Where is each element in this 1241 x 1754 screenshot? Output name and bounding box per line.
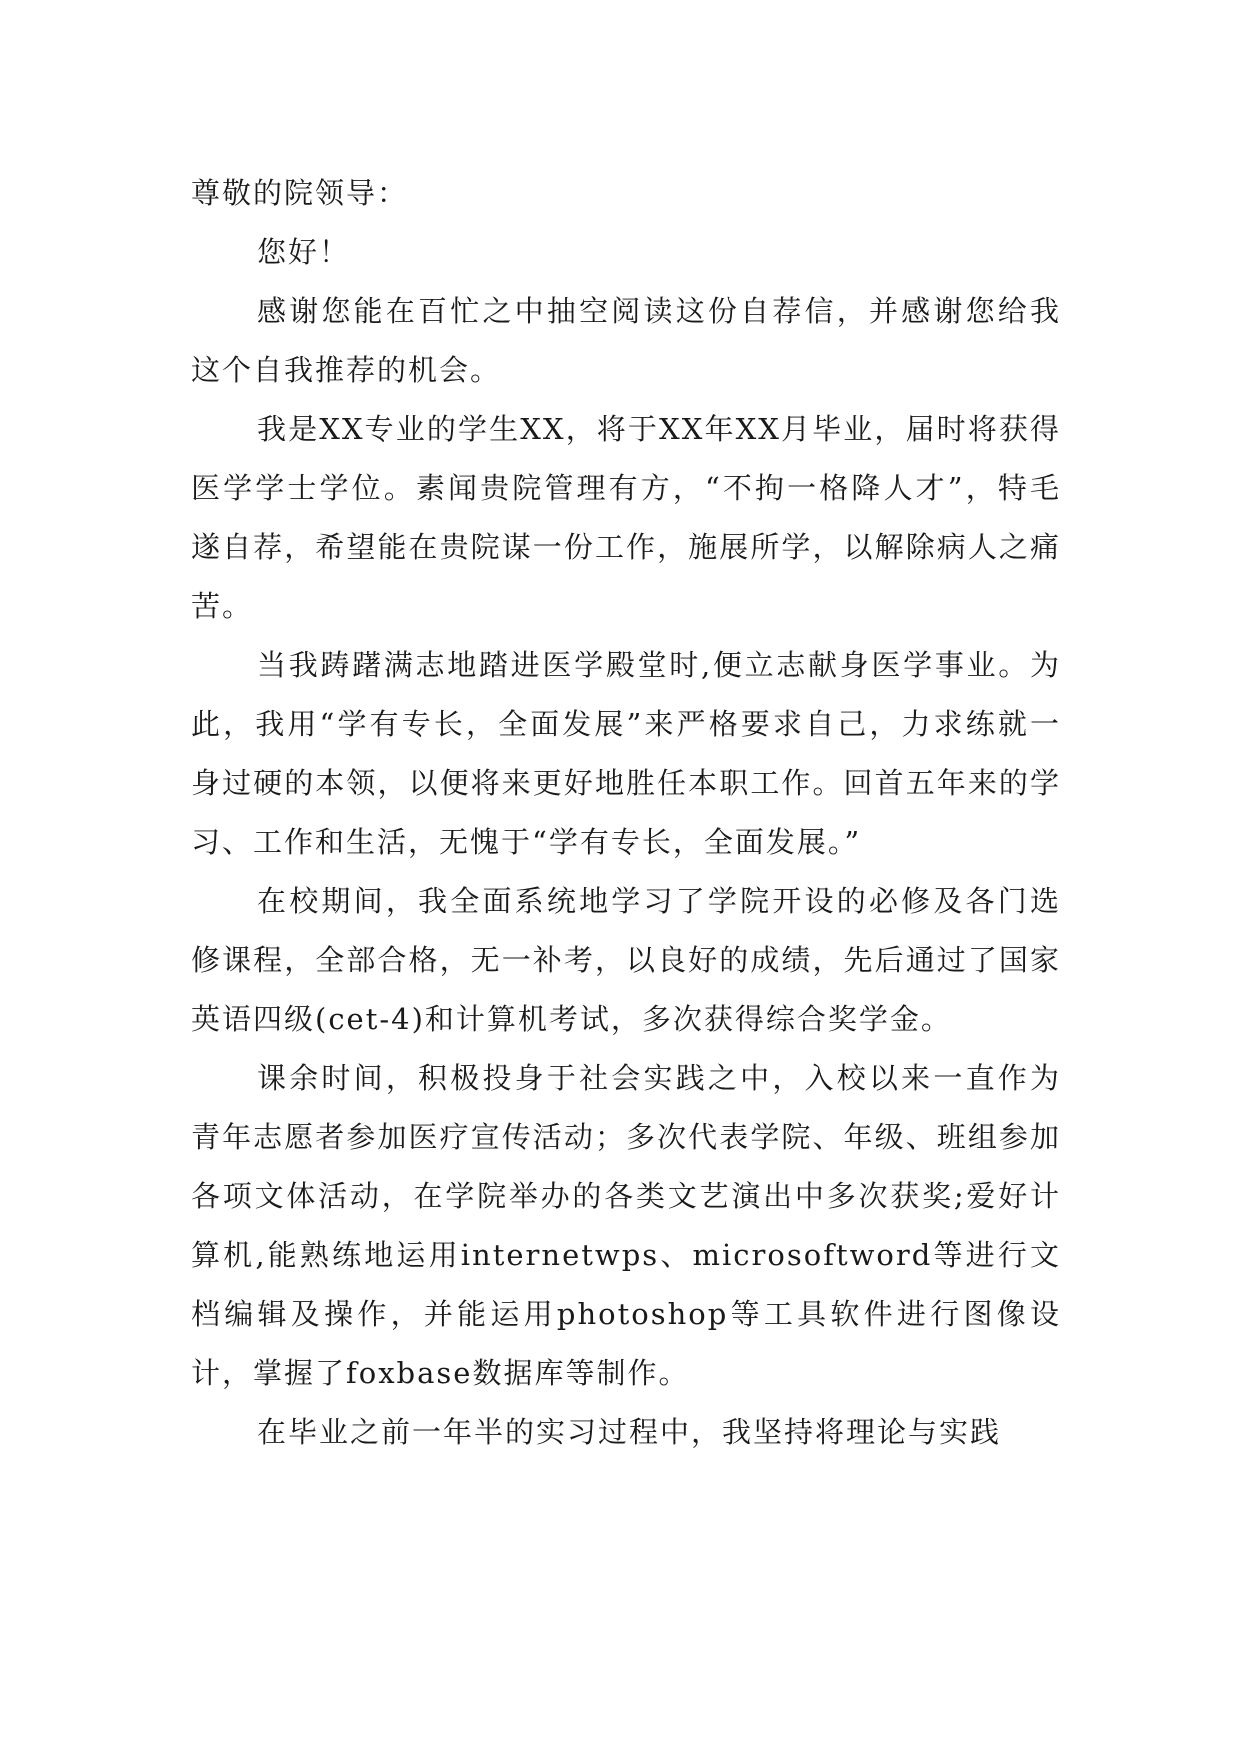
paragraph-internship: 在毕业之前一年半的实习过程中，我坚持将理论与实践	[257, 1415, 1002, 1449]
salutation: 尊敬的院领导：	[191, 176, 409, 210]
paragraph-activities: 课余时间，积极投身于社会实践之中，入校以来一直作为青年志愿者参加医疗宣传活动；多次代表学院、年级、班组参加各项文体活动，在学院举办的各类文艺演出中多次获奖;爱好计算机,能熟练地运用internetwps、microsoftword等进行文档编辑及操作，并能运用photoshop等工具软件进行图像设计，掌握了foxbase数据库等制作。	[191, 1061, 1061, 1390]
paragraph-ambition: 当我踌躇满志地踏进医学殿堂时,便立志献身医学事业。为此，我用“学有专长，全面发展”来严格要求自己，力求练就一身过硬的本领，以便将来更好地胜任本职工作。回首五年来的学习、工作和生活，无愧于“学有专长，全面发展。”	[191, 648, 1061, 859]
paragraph-thanks: 感谢您能在百忙之中抽空阅读这份自荐信，并感谢您给我这个自我推荐的机会。	[191, 294, 1061, 387]
paragraph-introduction: 我是XX专业的学生XX，将于XX年XX月毕业，届时将获得医学学士学位。素闻贵院管理有方，“不拘一格降人才”，特毛遂自荐，希望能在贵院谋一份工作，施展所学，以解除病人之痛苦。	[191, 412, 1061, 623]
letter-body	[191, 164, 1061, 1462]
greeting: 您好！	[257, 235, 351, 269]
paragraph-studies: 在校期间，我全面系统地学习了学院开设的必修及各门选修课程，全部合格，无一补考，以良好的成绩，先后通过了国家英语四级(cet-4)和计算机考试，多次获得综合奖学金。	[191, 884, 1061, 1036]
